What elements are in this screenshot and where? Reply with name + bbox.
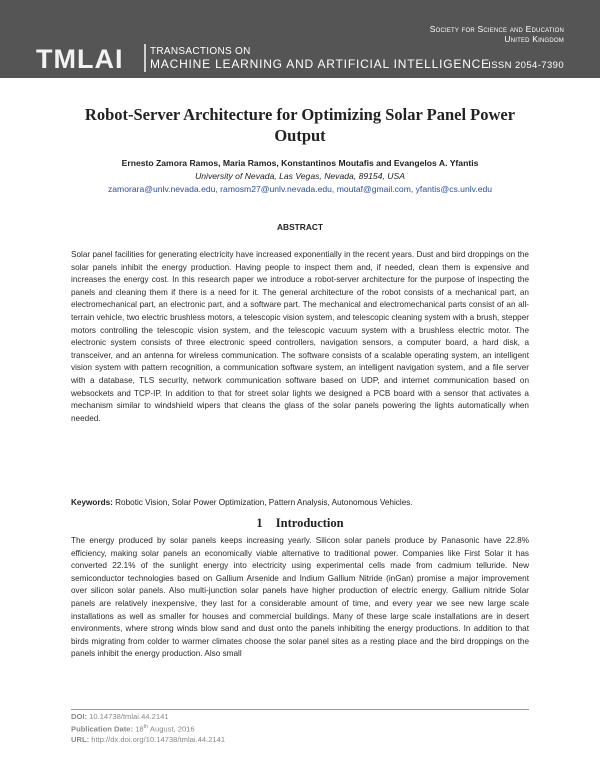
abstract-text: Solar panel facilities for generating electricity have increased exponentially in the recent years. Dust and bird droppings on the solar panels inhibit the energy production. Having people to inspect them and, if needed, clean them is expensive and increases the energy cost. In this research paper we introduce a robot-server architecture for the purpose of inspecting the panels and cleaning them if there is a need for it. The general architecture of the robot consists of a mechanical part, an electromechanical part, an electronic part, and a software part. The mechanical and electromechanical parts consist of an all-terrain vehicle, two electric brushless motors, a telescopic vision system, and telescopic cleaning system with a brush, stepper motors controlling the telescopic vision system, and the telescopic vacuum system with a brushless electric motor. The electronic system consists of three electronic speed controllers, navigation sensors, a computer board, a hard disk, a transceiver, and an antenna for wireless communication. The software consists of a scalable operating system, an intelligent vision system with pattern recognition, a communication software system, an intelligent navigation system, and a file server with a database, TLS security, network communication software based on UDP, and internet communication based on websockets and TCP-IP. In addition to that for street solar lights we designed a PCB board with a sensor that activates a mechanism similar to windshield wipers that cleans the glass of the solar panels powering the lights automatically when needed.: [71, 250, 529, 423]
paper-title: Robot-Server Architecture for Optimizing Solar Panel Power Output: [84, 105, 516, 145]
section-title: Introduction: [275, 516, 344, 530]
publication-date-line: [71, 722, 529, 735]
logo-divider: [144, 44, 146, 72]
journal-name-line-2: MACHINE LEARNING AND ARTIFICIAL INTELLIGENCE: [150, 57, 490, 71]
keywords: [71, 498, 529, 507]
author-list: Ernesto Zamora Ramos, Maria Ramos, Konstantinos Moutafis and Evangelos A. Yfantis: [121, 158, 479, 168]
journal-name-line-1: TRANSACTIONS ON: [150, 46, 251, 57]
society-name: [430, 24, 564, 44]
issn: ISSN 2054-7390: [488, 60, 564, 71]
journal-header: [0, 0, 600, 78]
journal-name: [150, 46, 490, 70]
author-emails[interactable]: zamorara@unlv.nevada.edu, ramosm27@unlv.nevada.edu, moutaf@gmail.com, yfantis@cs.unlv.edu: [107, 184, 493, 194]
publication-month-year: August, 2016: [149, 724, 195, 734]
society-line-2: United Kingdom: [504, 34, 564, 44]
abstract-heading: ABSTRACT: [276, 222, 324, 232]
keywords-label: Keywords:: [71, 498, 113, 507]
footer-divider: [71, 709, 529, 710]
journal-logo: TMLAI: [36, 44, 124, 74]
publication-date-label: Publication Date:: [71, 724, 134, 734]
society-line-1: Society for Science and Education: [429, 24, 564, 34]
url-label: URL:: [71, 734, 90, 744]
page-footer: [71, 712, 529, 745]
affiliation: University of Nevada, Las Vegas, Nevada, 89154, USA: [195, 171, 405, 181]
publication-day-suffix: th: [143, 724, 149, 730]
doi-line: [71, 712, 529, 722]
section-heading-introduction: [40, 516, 560, 531]
section-number: 1: [256, 516, 263, 530]
url-line: [71, 735, 529, 745]
publication-day: 18: [135, 724, 144, 734]
url-link[interactable]: http://dx.doi.org/10.14738/tmlai.44.2141: [91, 734, 226, 744]
keywords-list: Robotic Vision, Solar Power Optimization, Pattern Analysis, Autonomous Vehicles.: [115, 498, 413, 507]
introduction-text: The energy produced by solar panels keeps increasing yearly. Silicon solar panels produce by Panasonic have 22.8% efficiency, making solar panels an economically viable alternative to traditional power. Companies like First Solar it has converted 22.1% of the sunlight energy into electricity using experimental cells made from cadmium telluride. New semiconductor technologies based on Gallium Arsenide and Indium Gallium Nitride (inGan) promise a major improvement over silicon solar panels. Also multi-junction solar panels have higher production of electric energy. Gallium nitride Solar panels are relatively inexpensive, they last for a considerable amount of time, and every year we see new large scale installations as well as smaller for houses and commercial buildings. Many of these large scale installations are in desert environments, where strong winds blow sand and dust onto the panels inhibiting the energy productions. In addition to that birds migrating from colder to warmer climates choose the solar panel sites as a resting place and the bird droppings on the panels inhibit the energy production. Also small: [71, 536, 529, 659]
doi-label: DOI:: [71, 712, 88, 721]
doi-value[interactable]: 10.14738/tmlai.44.2141: [89, 712, 169, 721]
